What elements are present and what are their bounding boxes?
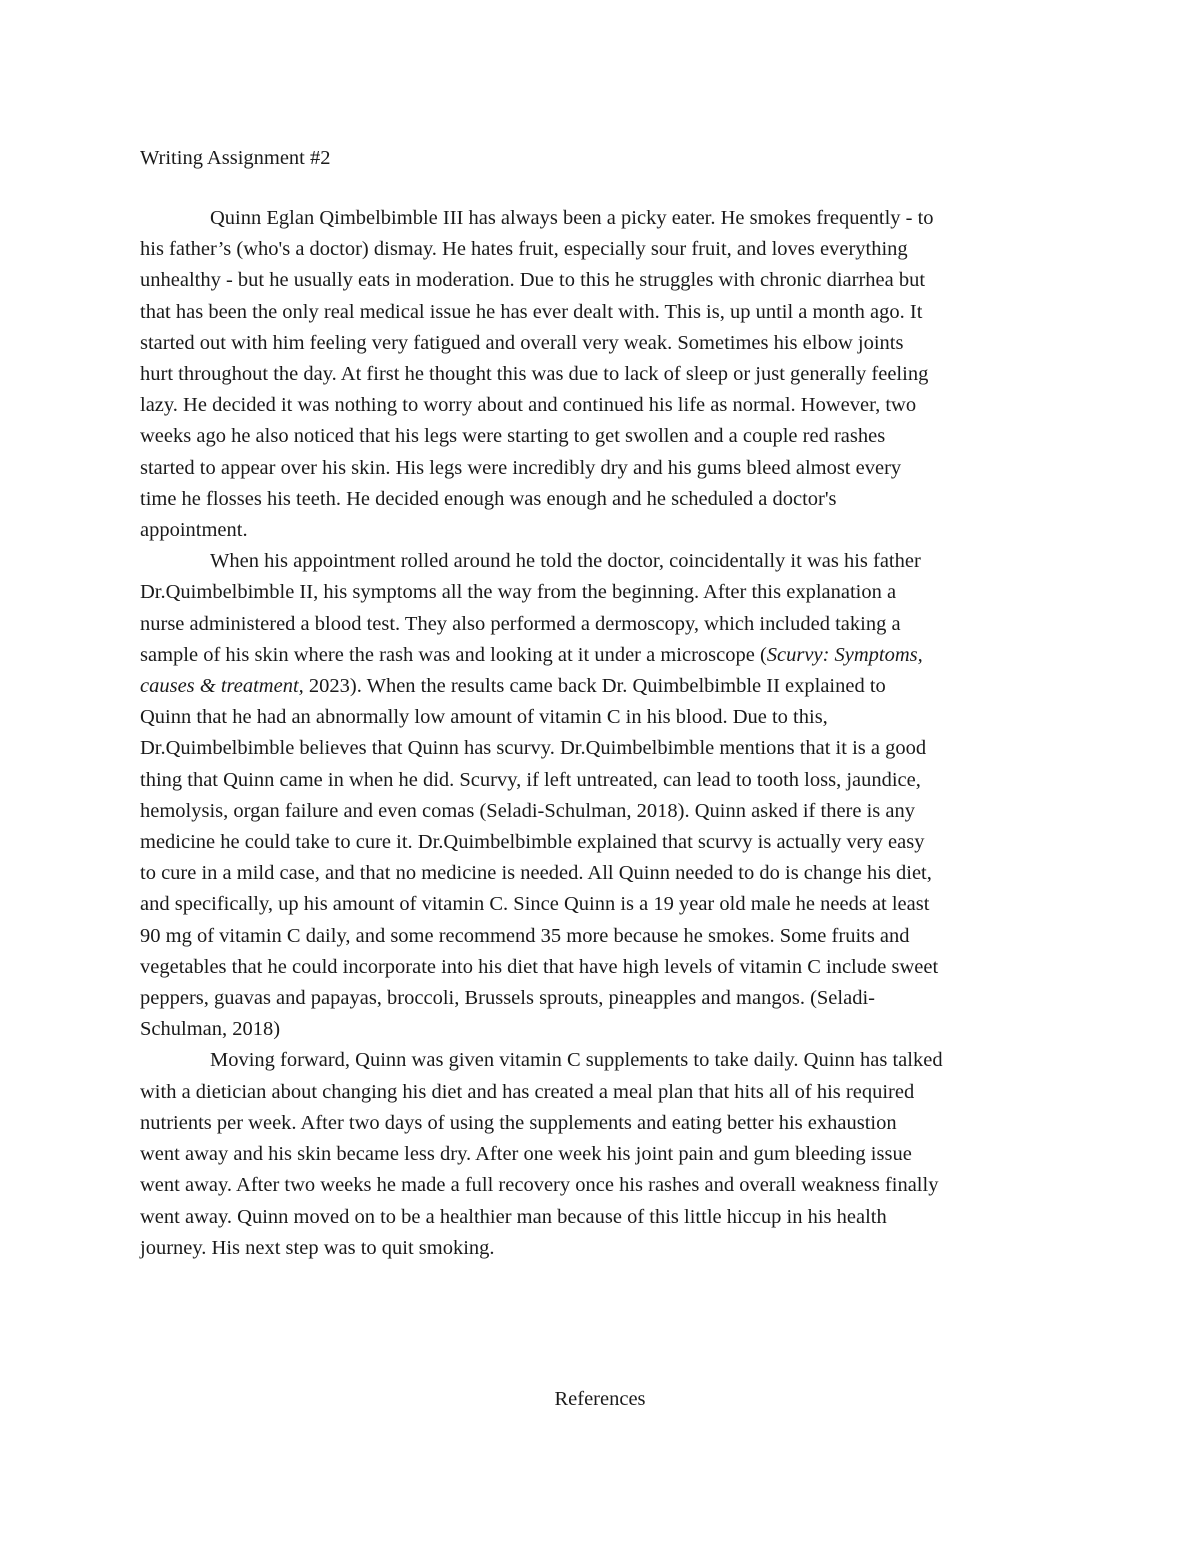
text-line: started to appear over his skin. His legs were incredibly dry and his gums bleed almost every	[140, 456, 902, 479]
text-line: that has been the only real medical issue he has ever dealt with. This is, up until a month ago. It	[140, 300, 923, 323]
text-line: with a dietician about changing his diet and has created a meal plan that hits all of his required	[140, 1080, 915, 1103]
text-line: hurt throughout the day. At first he thought this was due to lack of sleep or just generally feeling	[140, 363, 929, 386]
paragraph-2	[140, 546, 1065, 1045]
text-line: weeks ago he also noticed that his legs were starting to get swollen and a couple red rashes	[140, 425, 886, 448]
text-line-citation	[140, 640, 1065, 671]
text-line: medicine he could take to cure it. Dr.Quimbelbimble explained that scurvy is actually very easy	[140, 831, 925, 854]
text-line: to cure in a mild case, and that no medicine is needed. All Quinn needed to do is change his diet,	[140, 862, 932, 885]
text-line: Schulman, 2018)	[140, 1018, 281, 1041]
text-line: lazy. He decided it was nothing to worry about and continued his life as normal. However, two	[140, 394, 917, 417]
text-line: Quinn that he had an abnormally low amount of vitamin C in his blood. Due to this,	[140, 706, 828, 729]
text-line: Dr.Quimbelbimble believes that Quinn has scurvy. Dr.Quimbelbimble mentions that it is a good	[140, 737, 927, 760]
citation-suffix: 2023). When the results came back Dr. Quimbelbimble II explained to	[303, 675, 886, 698]
text-line: When his appointment rolled around he told the doctor, coincidentally it was his father	[210, 550, 921, 573]
text-line: Quinn Eglan Qimbelbimble III has always been a picky eater. He smokes frequently - to	[210, 207, 934, 229]
text-line: Dr.Quimbelbimble II, his symptoms all the way from the beginning. After this explanation a	[140, 581, 897, 604]
text-line: hemolysis, organ failure and even comas (Seladi-Schulman, 2018). Quinn asked if there is any	[140, 799, 916, 822]
document-title: Writing Assignment #2	[140, 147, 331, 169]
text-line: went away. Quinn moved on to be a healthier man because of this little hiccup in his health	[140, 1205, 887, 1228]
text-line: 90 mg of vitamin C daily, and some recommend 35 more because he smokes. Some fruits and	[140, 924, 910, 947]
text-line: peppers, guavas and papayas, broccoli, Brussels sprouts, pineapples and mangos. (Seladi-	[140, 987, 875, 1010]
citation-title-cont: causes & treatment,	[140, 675, 304, 698]
paragraph-1	[140, 203, 1065, 546]
text-line: nurse administered a blood test. They also performed a dermoscopy, which included taking a	[140, 612, 901, 635]
document-body	[140, 203, 1065, 1264]
text-line: thing that Quinn came in when he did. Scurvy, if left untreated, can lead to tooth loss, jaundice,	[140, 768, 921, 791]
text-line: unhealthy - but he usually eats in moderation. Due to this he struggles with chronic diarrhea but	[140, 269, 926, 292]
text-line: nutrients per week. After two days of using the supplements and eating better his exhaustion	[140, 1111, 897, 1134]
text-line-citation-cont	[140, 671, 1065, 702]
text-line: went away and his skin became less dry. After one week his joint pain and gum bleeding issue	[140, 1143, 912, 1166]
references-heading: References	[554, 1388, 646, 1410]
citation-title: Scurvy: Symptoms,	[766, 643, 923, 666]
text-line: journey. His next step was to quit smoking.	[140, 1236, 495, 1259]
text-line: started out with him feeling very fatigued and overall very weak. Sometimes his elbow joints	[140, 331, 904, 354]
text-line: his father’s (who's a doctor) dismay. He hates fruit, especially sour fruit, and loves everything	[140, 238, 908, 261]
text-line: went away. After two weeks he made a full recovery once his rashes and overall weakness finally	[140, 1174, 939, 1197]
paragraph-3	[140, 1045, 1065, 1263]
text-line: time he flosses his teeth. He decided enough was enough and he scheduled a doctor's	[140, 487, 837, 510]
citation-prefix: sample of his skin where the rash was and looking at it under a microscope (	[140, 643, 767, 666]
text-line: Moving forward, Quinn was given vitamin C supplements to take daily. Quinn has talked	[210, 1049, 943, 1072]
text-line: and specifically, up his amount of vitamin C. Since Quinn is a 19 year old male he needs at least	[140, 893, 930, 916]
text-line: appointment.	[140, 519, 248, 542]
text-line: vegetables that he could incorporate into his diet that have high levels of vitamin C include sweet	[140, 955, 939, 978]
